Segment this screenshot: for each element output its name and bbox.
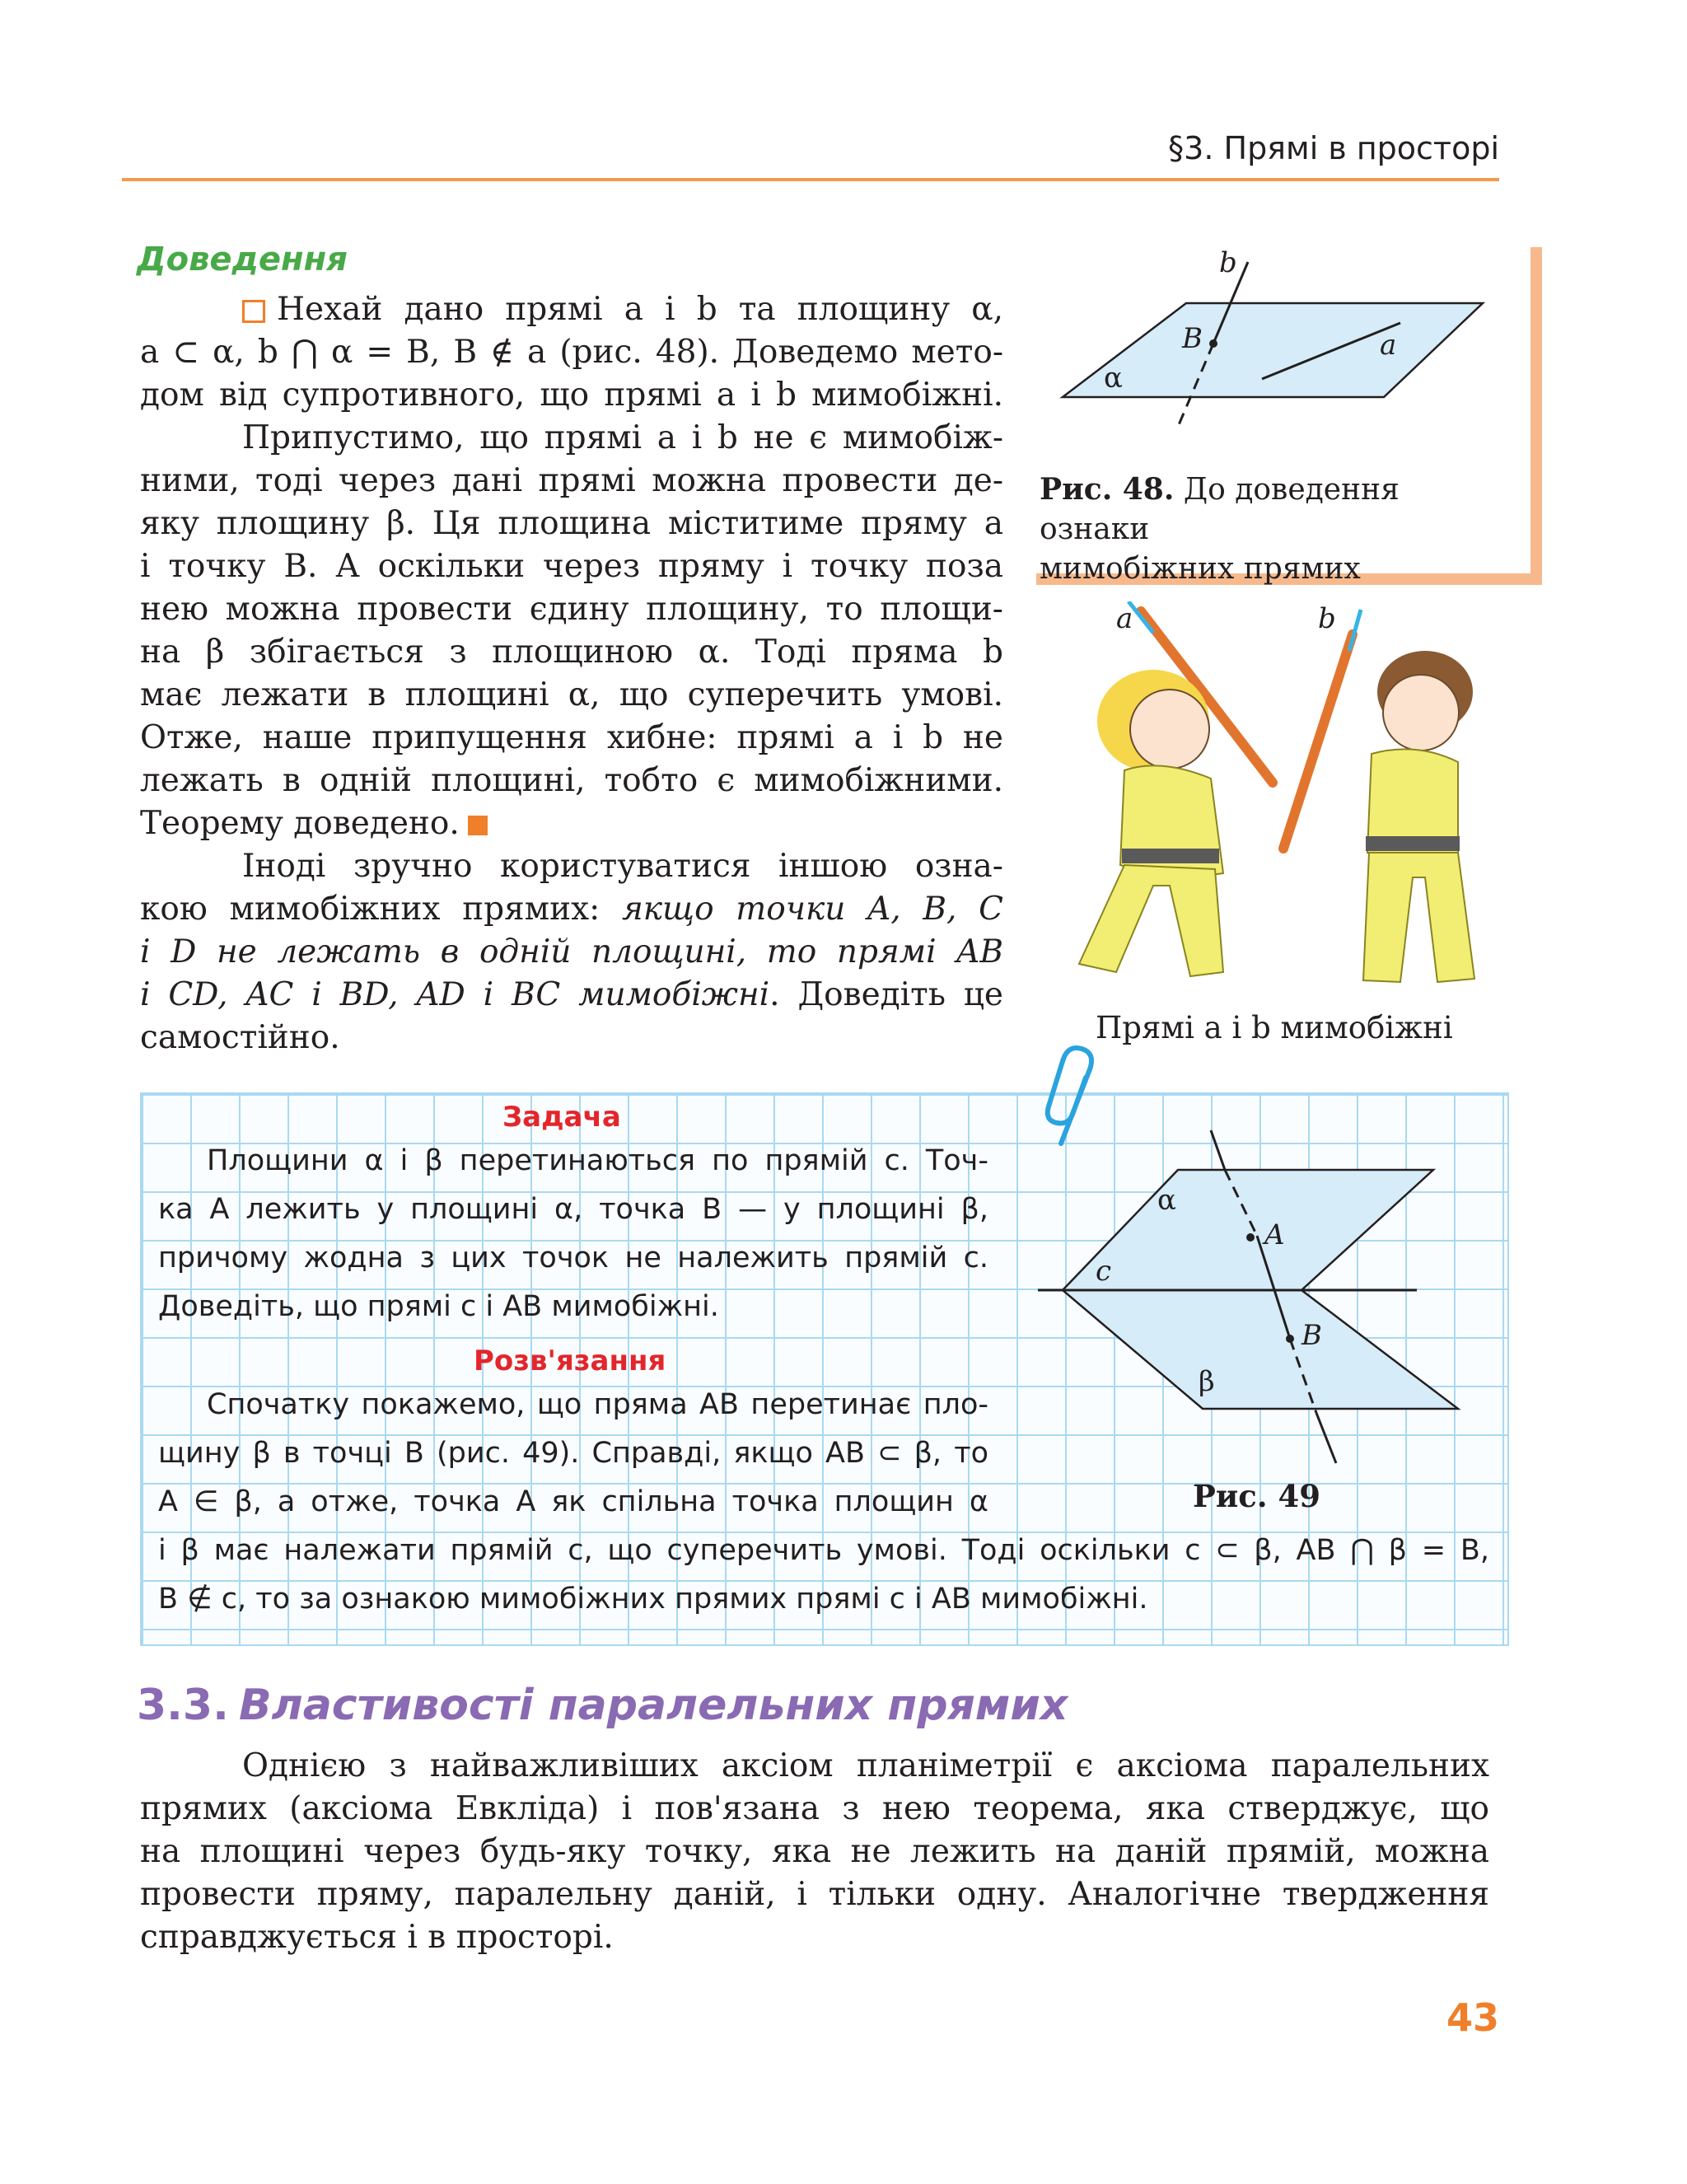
point-A [1246,1233,1255,1242]
line-AB-bottom [1316,1413,1336,1463]
solution-text-wide [158,1527,1489,1624]
point-B [1286,1335,1294,1343]
header-rule [122,178,1499,181]
stick-b [1283,634,1353,849]
line-AB-top [1211,1130,1225,1170]
proof-line: Отже, наше припущення хибне: прямі a і b не [140,719,1003,756]
fig49-label-A: A [1264,1218,1285,1251]
fig49-label-B: B [1301,1319,1322,1352]
solution-text [158,1381,988,1527]
girl-legs [1079,865,1223,976]
fig49-diagram [1030,1129,1474,1475]
task-heading: Задача [502,1101,621,1134]
task-line: Доведіть, що прямі c і AB мимобіжні. [158,1290,719,1323]
proof-line: дом від супротивного, що прямі a і b мимобіжні. [140,376,1003,414]
solution-heading: Розв'язання [474,1345,666,1377]
proof-line: Припустимо, що прямі a і b не є мимобіж- [242,419,1003,456]
fig48-label-B: B [1182,322,1203,355]
section-line: справджується і в просторі. [140,1919,614,1956]
fig48-label-b: b [1219,247,1237,279]
fig49-label-alpha: α [1157,1184,1176,1217]
section-title: Властивості паралельних прямих [239,1681,1068,1730]
illustration-label-a: a [1116,602,1133,635]
fig48-caption: Рис. 48. До доведення ознаки мимобіжних прямих [1040,472,1400,586]
alt-criterion-line: самостійно. [140,1019,340,1056]
plane-alpha [1063,303,1483,397]
fig48-diagram [1046,247,1507,445]
solution-line: і β має належати прямій c, що суперечить умові. Тоді оскільки c ⊂ β, AB ⋂ β = B, [158,1534,1489,1567]
task-line: причому жодна з цих точок не належить прямій c. [158,1242,988,1274]
section-line: Однією з найважливіших аксіом планіметрії є аксіома паралельних [242,1747,1489,1784]
task-line: ка A лежить у площині α, точка B — у площині β, [158,1193,988,1226]
proof-line: a ⊂ α, b ⋂ α = B, B ∉ a (рис. 48). Доведемо мето- [140,334,1003,371]
proof-line: на β збігається з площиною α. Тоді пряма b [140,634,1003,671]
alt-criterion-line: і CD, AC і BD, AD і BC мимобіжні. Доведіть це [140,976,1003,1013]
section-line: прямих (аксіома Евкліда) і пов'язана з нею теорема, яка стверджує, що [140,1790,1489,1827]
proof-line: Теорему доведено. [140,802,1003,845]
fig49-label-c: c [1096,1255,1112,1288]
proof-label: Доведення [137,241,348,278]
girl-face [1130,690,1209,769]
girl-belt [1122,849,1219,863]
alt-criterion-line: Іноді зручно користуватися іншою озна- [242,848,1003,885]
proof-line: ними, тоді через дані прямі можна провести де- [140,462,1003,499]
alt-criterion-line: і D не лежать в одній площині, то прямі AB [140,933,1003,970]
solution-line: B ∉ c, то за ознакою мимобіжних прямих прямі c і AB мимобіжні. [158,1583,1148,1616]
proof-line: має лежати в площині α, що суперечить умові. [140,676,1003,713]
page-number: 43 [1446,1995,1499,2040]
fig49-caption: Рис. 49 [1193,1478,1321,1514]
alt-criterion-line: кою мимобіжних прямих: якщо точки A, B, C [140,891,1004,928]
judo-kids-illustration [1046,601,1507,997]
section-number: 3.3. [137,1681,229,1730]
proof-line: і точку B. А оскільки через пряму і точку поза [140,548,1003,585]
plane-alpha [1063,1170,1433,1290]
proof-line: лежать в одній площині, тобто є мимобіжними. [140,762,1003,799]
boy-face [1383,675,1459,751]
section-line: провести пряму, паралельну даній, і тільки одну. Аналогічне твердження [140,1876,1489,1913]
proof-line: яку площину β. Ця площина міститиме пряму a [140,505,1003,542]
section-text [140,1745,1489,1959]
solution-line: щину β в точці B (рис. 49). Справді, якщо AB ⊂ β, то [158,1437,988,1470]
fig48-label-alpha: α [1104,362,1123,395]
fig49-label-beta: β [1199,1365,1215,1398]
plane-beta [1063,1290,1458,1409]
task-text [158,1137,988,1331]
solution-line: Спочатку покажемо, що пряма AB перетинає пло- [207,1388,988,1421]
proof-line: нею можна провести єдину площину, то площи- [140,591,1003,628]
running-header: §3. Прямі в просторі [1168,130,1499,166]
fig48-label-a: a [1380,329,1397,362]
boy-belt [1366,836,1460,851]
proof-text [140,288,1003,1059]
task-line: Площини α і β перетинаються по прямій c. Точ- [207,1144,988,1177]
illustration-caption: Прямі a і b мимобіжні [1096,1010,1453,1045]
proof-line: Нехай дано прямі a і b та площину α, [140,288,1003,331]
solution-line: A ∈ β, а отже, точка A як спільна точка площин α [158,1485,988,1518]
illustration-label-b: b [1318,602,1336,635]
proof-end-square-icon [468,816,488,835]
point-B [1209,339,1217,348]
boy-legs [1363,853,1474,982]
section-line: на площині через будь-яку точку, яка не лежить на даній прямій, можна [140,1833,1489,1870]
proof-start-square-icon [242,300,265,323]
